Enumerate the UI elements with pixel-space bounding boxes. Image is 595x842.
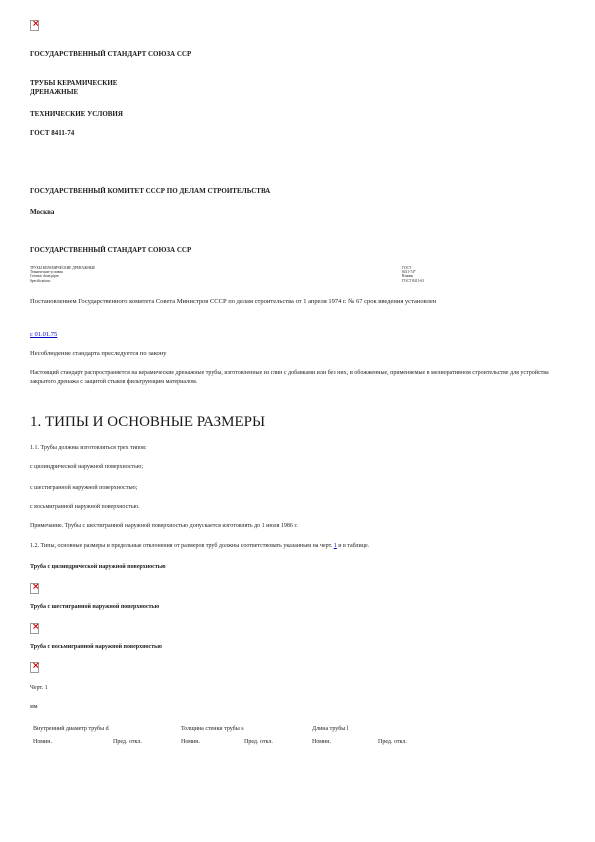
note-text: Примечание. Трубы с шестигранной наружной поверхностью допускается изготовлять до 1 июля 1986 г. — [30, 523, 298, 529]
meta-left — [30, 266, 95, 283]
table-subheader: Пред. откл. — [244, 739, 273, 745]
table-header: Внутренний диаметр трубы d — [33, 726, 109, 732]
meta-right-line: Взамен — [402, 274, 414, 279]
pipe-type-item: с восьмигранной наружной поверхностью. — [30, 504, 140, 510]
chart-label: Черт. 1 — [30, 685, 48, 691]
meta-right — [402, 266, 424, 283]
decree-text: Постановлением Государственного комитета Совета Министров СССР по делам строительства от 1 апреля 1974 г. № 67 срок введения установлен — [30, 298, 437, 305]
meta-left-line: Ceramic drain pipes — [30, 274, 59, 279]
table-subheader: Номин. — [181, 739, 200, 745]
effective-date-link[interactable] — [30, 331, 57, 338]
scope-text: Настоящий стандарт распространяется на керамические дренажные трубы, изготовленные из глин с добавками или без них, и обожженные, применяемые в мелиоративном строительстве для устройства закрытого дренажа с защитой стыков фильтрующим материалом. — [30, 370, 549, 385]
table-header: Длина трубы l — [312, 726, 349, 732]
standard-title-2: ГОСУДАРСТВЕННЫЙ СТАНДАРТ СОЮЗА ССР — [30, 246, 192, 254]
pipe-type-item: с цилиндрической наружной поверхностью; — [30, 464, 144, 470]
legal-notice: Несоблюдение стандарта преследуется по закону — [30, 350, 167, 357]
meta-right-line: ГОСТ — [402, 266, 412, 270]
figure-caption: Труба с восьмигранной наружной поверхностью — [30, 644, 162, 650]
product-name-line1: ТРУБЫ КЕРАМИЧЕСКИЕ — [30, 79, 118, 87]
broken-image-icon — [30, 662, 39, 673]
effective-date[interactable]: с 01.01.75 — [30, 331, 58, 338]
clause-1-2 — [30, 543, 369, 549]
table-subheader: Номин. — [312, 739, 331, 745]
product-name-line2: ДРЕНАЖНЫЕ — [30, 88, 79, 96]
unit-label: мм — [30, 704, 38, 710]
table-header: Толщина стенки трубы s — [181, 726, 244, 732]
table-subheader: Пред. откл. — [378, 739, 407, 745]
figure-link[interactable]: 1 — [333, 543, 337, 549]
clause-1-2-text: 1.2. Типы, основные размеры и предельные отклонения от размеров труб должны соответствовать указанным на черт. — [30, 543, 333, 549]
meta-left-line: ТРУБЫ КЕРАМИЧЕСКИЕ ДРЕНАЖНЫЕ — [30, 266, 96, 270]
section-heading: 1. ТИПЫ И ОСНОВНЫЕ РАЗМЕРЫ — [30, 414, 266, 430]
figure-caption: Труба с цилиндрической наружной поверхностью — [30, 564, 166, 570]
city: Москва — [30, 208, 55, 216]
meta-left-line: Specifications — [30, 278, 51, 283]
figure-caption: Труба с шестигранной наружной поверхностью — [30, 604, 160, 610]
broken-image-icon — [30, 623, 39, 634]
spec-title: ТЕХНИЧЕСКИЕ УСЛОВИЯ — [30, 110, 123, 118]
broken-image-icon — [30, 20, 39, 31]
meta-right-line: ГОСТ 8411-63 — [402, 278, 424, 283]
pipe-type-item: с шестигранной наружной поверхностью; — [30, 485, 138, 491]
standard-title: ГОСУДАРСТВЕННЫЙ СТАНДАРТ СОЮЗА ССР — [30, 50, 192, 58]
meta-left-line: Технические условия — [30, 270, 63, 275]
table-subheader: Пред. откл. — [113, 739, 142, 745]
meta-right-line: 8411-74* — [402, 270, 416, 275]
broken-image-icon — [30, 583, 39, 594]
committee-name: ГОСУДАРСТВЕННЫЙ КОМИТЕТ СССР ПО ДЕЛАМ СТРОИТЕЛЬСТВА — [30, 187, 271, 195]
clause-1-2-tail: и в таблице. — [338, 543, 370, 549]
clause-1-1: 1.1. Трубы должны изготовляться трех типов: — [30, 445, 147, 451]
standard-code: ГОСТ 8411-74 — [30, 129, 75, 137]
table-subheader: Номин. — [33, 739, 52, 745]
